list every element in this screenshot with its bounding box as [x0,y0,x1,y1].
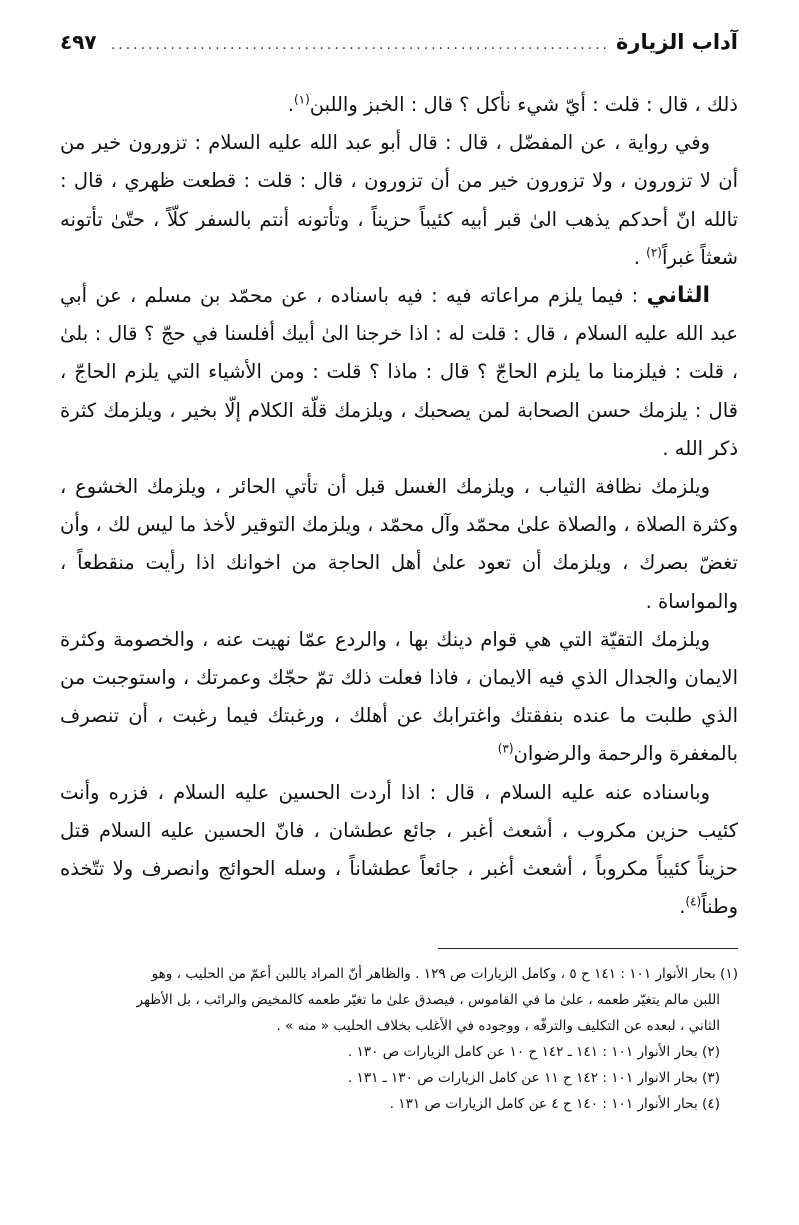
header-leader-dots: ................................................................... [110,37,610,53]
footnote-4: (٤) بحار الأنوار ١٠١ : ١٤٠ ح ٤ عن كامل الزيارات ص ١٣١ . [389,1096,720,1113]
paragraph-6: وباسناده عنه عليه السلام ، قال : اذا أردت الحسين عليه السلام ، فزره وأنت كئيب حزين مكروب ، أشعث أغبر ، جائع عطشان ، فانّ الحسين عليه السلام قتل حزيناً كئيباً مكروباً ، أشعث أغبر ، جائعاً عطشاناً ، وسله الحوائج وانصرف ولا تتّخذه وطناً$^{(٤)}$. [60,780,738,919]
section-lead: الثاني [646,283,710,309]
footnote-ref-1[interactable]: (١) [293,92,310,107]
footnote-1-line-3: الثاني ، لبعده عن التكليف والترفّه ، ووجوده في الأغلب بخلاف الحليب « منه » . [276,1018,720,1035]
footnote-3: (٣) بحار الانوار ١٠١ : ١٤٢ ح ١١ عن كامل الزيارات ص ١٣٠ ـ ١٣١ . [347,1070,720,1087]
page-number: ٤٩٧ [60,30,97,54]
running-header [60,30,738,70]
paragraph-3: الثاني : فيما يلزم مراعاته فيه : فيه باسناده ، عن محمّد بن مسلم ، عن أبي عبد الله عليه السلام ، قال : قلت له : اذا خرجنا الىٰ أبيك أفلسنا في حجّ ؟ قال : بلىٰ ، قلت : فيلزمنا ما يلزم الحاجّ ؟ قال : ماذا ؟ قلت : ومن الأشياء التي يلزم الحاجّ ، قال : يلزمك حسن الصحابة لمن يصحبك ، ويلزمك قلّة الكلام إلّا بخير ، ويلزمك كثرة ذكر الله . [60,283,738,460]
paragraph-2: وفي رواية ، عن المفضّل ، قال : قال أبو عبد الله عليه السلام : تزورون خير من أن لا تزورون ، ولا تزورون خير من أن تزورون ، قال : قلت : قطعت ظهري ، قال : تالله انّ أحدكم يذهب الىٰ قبر أبيه كئيباً حزيناً ، وتأتونه أنتم بالسفر كلّاً ، حتّىٰ تأتونه شعثاً غبراً$^{(٢)}$ . [60,131,738,269]
paragraph-4: ويلزمك نظافة الثياب ، ويلزمك الغسل قبل أن تأتي الحائر ، ويلزمك الخشوع ، وكثرة الصلاة ، والصلاة علىٰ محمّد وآل محمّد ، ويلزمك التوقير لأخذ ما ليس لك ، وأن تغضّ بصرك ، ويلزمك أن تعود علىٰ أهل الحاجة من اخوانك اذا رأيت منقطعاً ، والمواساة . [60,475,738,613]
footnotes [60,961,738,1117]
footnote-ref-3[interactable]: (٣) [497,741,514,756]
main-text [60,86,738,926]
paragraph-5: ويلزمك التقيّة التي هي قوام دينك بها ، والردع عمّا نهيت عنه ، والخصومة وكثرة الايمان والجدال الذي فيه الايمان ، فاذا فعلت ذلك تمّ حجّك وعمرتك ، واستوجبت من الذي طلبت ما عنده بنفقتك واغترابك عن أهلك ، ورغبتك فيما رغبت ، أن تنصرف بالمغفرة والرحمة والرضوان$^{(٣)}$ [60,627,738,766]
header-title: آداب الزيارة [616,30,738,54]
page [60,30,738,1117]
footnote-1: (١) بحار الأنوار ١٠١ : ١٤١ ح ٥ ، وكامل الزيارات ص ١٢٩ . والظاهر أنّ المراد باللبن أعمّ من الحليب ، وهو [151,966,738,983]
paragraph-1: ذلك ، قال : قلت : أيّ شيء نأكل ؟ قال : الخبز واللبن$^{(١)}$. [287,92,738,116]
footnote-ref-4[interactable]: (٤) [685,894,702,909]
footnote-separator [438,948,738,949]
footnote-2: (٢) بحار الأنوار ١٠١ : ١٤١ ـ ١٤٢ ح ١٠ عن كامل الزيارات ص ١٣٠ . [347,1044,720,1061]
footnote-ref-2[interactable]: (٢) [646,245,662,260]
footnote-1-line-2: اللبن مالم يتغيّر طعمه ، علىٰ ما في القاموس ، فيصدق علىٰ ما تغيّر طعمه كالمخيض والرائب ، بل الأظهر [136,992,720,1009]
